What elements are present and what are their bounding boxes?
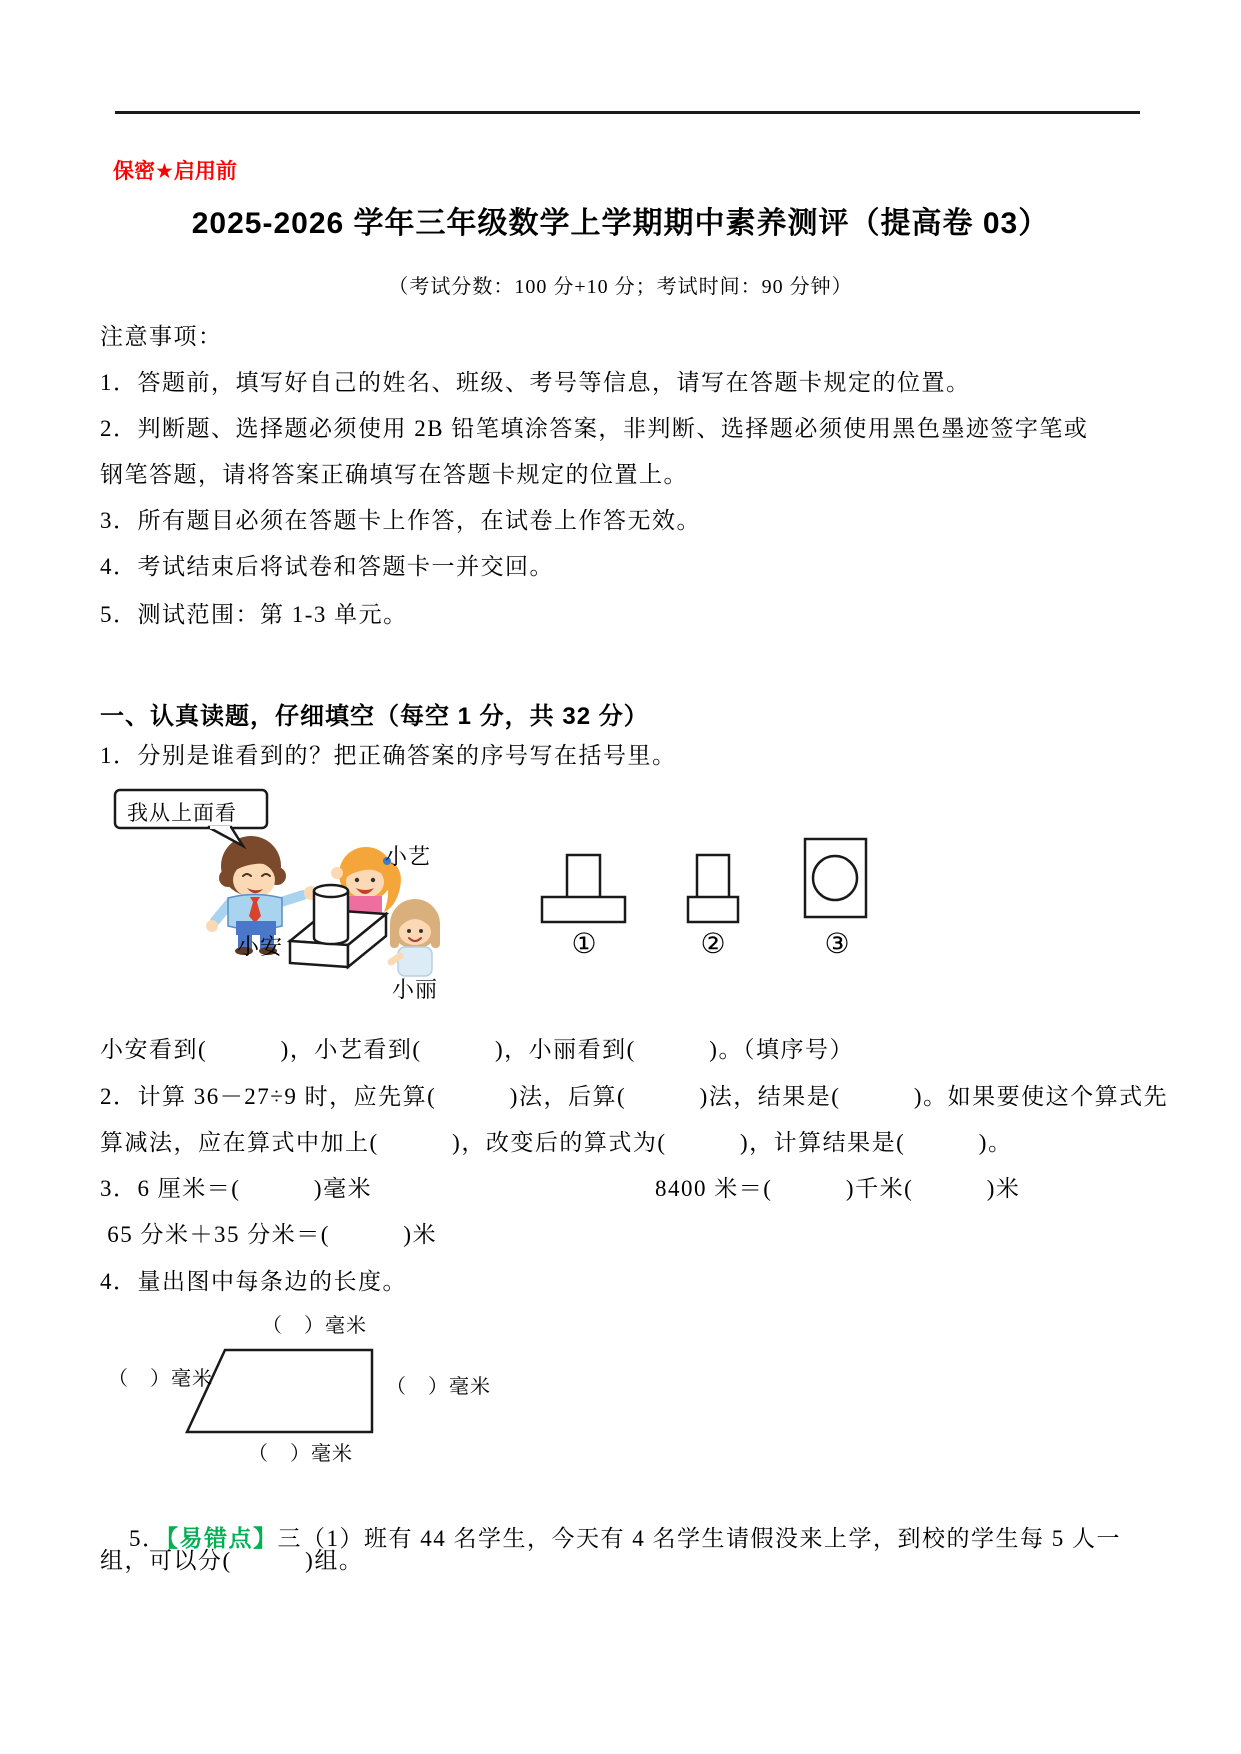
option-2-number: ② xyxy=(700,929,726,960)
q4-label-top: （ ）毫米 xyxy=(262,1315,367,1337)
top-rule xyxy=(115,111,1140,114)
trapezoid-shape xyxy=(187,1350,372,1432)
speech-bubble-text: 我从上面看 xyxy=(127,801,237,825)
q2-line-2: 算减法，应在算式中加上( )，改变后的算式为( )，计算结果是( )。 xyxy=(100,1130,1013,1155)
secrecy-label: 保密★启用前 xyxy=(113,160,237,183)
q5-number: 5． xyxy=(129,1526,167,1551)
q5-line-1-rest: 三（1）班有 44 名学生，今天有 4 名学生请假没来上学，到校的学生每 5 人一 xyxy=(277,1526,1121,1551)
q1-illustration xyxy=(0,700,1000,1010)
notice-line-2b: 钢笔答题，请将答案正确填写在答题卡规定的位置上。 xyxy=(100,462,688,487)
notice-heading: 注意事项： xyxy=(100,324,223,349)
q4-label-left: （ ）毫米 xyxy=(108,1368,213,1390)
q2-line-1: 2．计算 36－27÷9 时，应先算( )法，后算( )法，结果是( )。如果要使这个算式先 xyxy=(100,1084,1169,1109)
notice-line-2: 2．判断题、选择题必须使用 2B 铅笔填涂答案，非判断、选择题必须使用黑色墨迹签字笔或 xyxy=(100,416,1089,441)
label-xiaoyi: 小艺 xyxy=(385,844,432,869)
girl-xiaoli-figure xyxy=(390,899,440,976)
exam-subtitle: （考试分数：100 分+10 分；考试时间：90 分钟） xyxy=(388,276,853,298)
exam-title: 2025-2026 学年三年级数学上学期期中素养测评（提高卷 03） xyxy=(191,207,1050,240)
option-3-shape xyxy=(805,839,866,917)
notice-line-5: 5．测试范围：第 1-3 单元。 xyxy=(100,602,408,627)
q3-right: 8400 米＝( )千米( )米 xyxy=(655,1176,1021,1201)
q5-error-prone-tag: 【易错点】 xyxy=(166,1525,278,1551)
q4-label-right: （ ）毫米 xyxy=(386,1376,491,1398)
q1-answer-line: 小安看到( )，小艺看到( )，小丽看到( )。（填序号） xyxy=(100,1037,854,1062)
label-xiaoan: 小安 xyxy=(237,934,284,959)
q4-text: 4．量出图中每条边的长度。 xyxy=(100,1269,407,1294)
option-1-number: ① xyxy=(571,929,597,960)
option-1-shape xyxy=(542,855,625,922)
notice-line-3: 3．所有题目必须在答题卡上作答，在试卷上作答无效。 xyxy=(100,508,701,533)
q3-left: 3．6 厘米＝( )毫米 xyxy=(100,1176,373,1201)
label-xiaoli: 小丽 xyxy=(392,977,439,1002)
q3-line-2: 65 分米＋35 分米＝( )米 xyxy=(100,1222,438,1247)
q4-label-bottom: （ ）毫米 xyxy=(248,1443,353,1465)
section-1-heading: 一、认真读题，仔细填空（每空 1 分，共 32 分） xyxy=(100,703,649,730)
q1-text: 1．分别是谁看到的？把正确答案的序号写在括号里。 xyxy=(100,743,677,768)
notice-line-4: 4．考试结束后将试卷和答题卡一并交回。 xyxy=(100,554,554,579)
notice-line-1: 1．答题前，填写好自己的姓名、班级、考号等信息，请写在答题卡规定的位置。 xyxy=(100,370,971,395)
option-2-shape xyxy=(688,855,738,922)
q5-line-2: 组，可以分( )组。 xyxy=(100,1548,364,1573)
option-3-number: ③ xyxy=(824,929,850,960)
